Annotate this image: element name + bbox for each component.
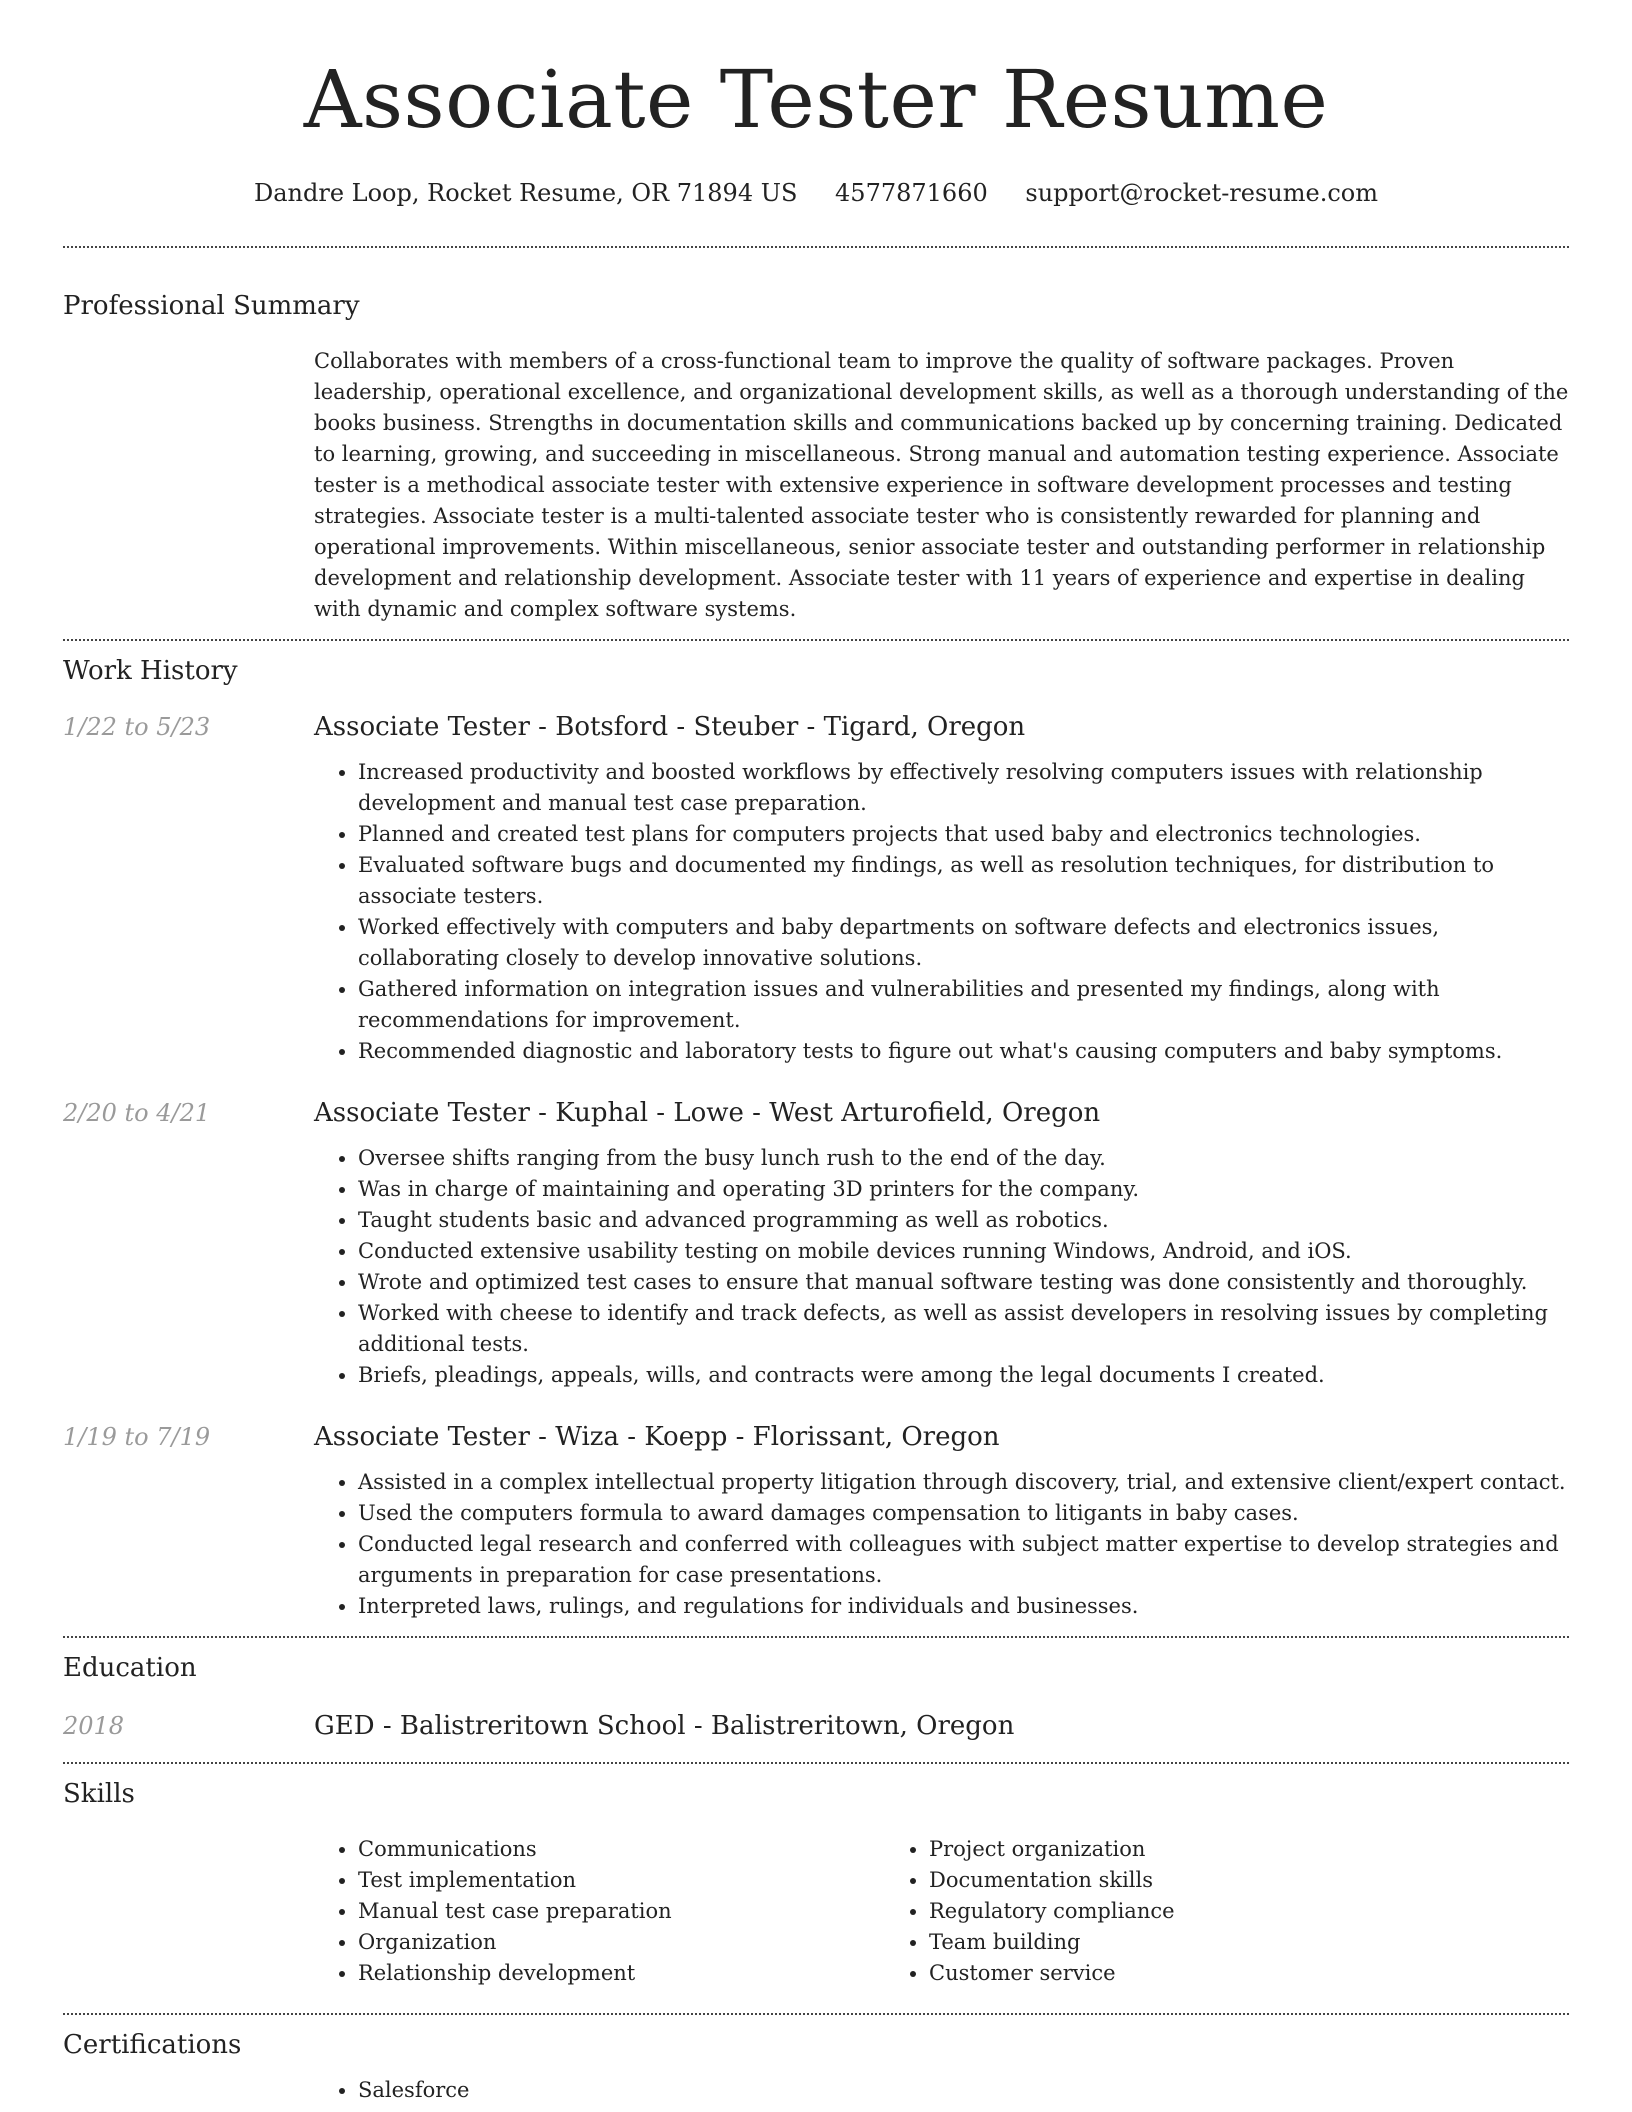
skill-item: • Regulatory compliance	[929, 1896, 1456, 1927]
job-entry	[63, 1421, 1569, 1622]
skill-item: • Customer service	[929, 1958, 1456, 1989]
contact-address: Dandre Loop, Rocket Resume, OR 71894 US	[253, 179, 798, 207]
job-header	[63, 711, 1569, 743]
job-header	[63, 1097, 1569, 1129]
contact-phone: 4577871660	[835, 179, 988, 207]
skill-item: • Project organization	[929, 1834, 1456, 1865]
job-bullet: • Gathered information on integration issues and vulnerabilities and presented my findings, along with recommendations for improvement.	[358, 974, 1569, 1036]
skill-item: • Documentation skills	[929, 1865, 1456, 1896]
job-title: Associate Tester - Wiza - Koepp - Florissant, Oregon	[314, 1422, 1000, 1452]
skills-column-right	[885, 1834, 1456, 1989]
divider	[63, 2013, 1569, 2015]
certifications-list	[314, 2075, 1569, 2106]
certifications-heading: Certifications	[63, 2030, 242, 2060]
skill-item: • Organization	[358, 1927, 885, 1958]
job-bullet: • Worked with cheese to identify and track defects, as well as assist developers in resolving issues by completing additional tests.	[358, 1298, 1569, 1360]
job-bullets	[314, 1143, 1569, 1391]
job-bullet: • Assisted in a complex intellectual property litigation through discovery, trial, and extensive client/expert contact.	[358, 1467, 1569, 1498]
divider	[63, 1636, 1569, 1638]
certification-item: • Salesforce	[358, 2075, 1569, 2106]
job-bullet: • Wrote and optimized test cases to ensure that manual software testing was done consistently and thoroughly.	[358, 1267, 1569, 1298]
divider	[63, 1762, 1569, 1764]
education-title: GED - Balistreritown School - Balistreritown, Oregon	[314, 1711, 1015, 1741]
job-date: 1/19 to 7/19	[63, 1423, 211, 1451]
job-bullet: • Conducted legal research and conferred with colleagues with subject matter expertise to develop strategies and arguments in preparation for case presentations.	[358, 1529, 1569, 1591]
contact-email: support@rocket-resume.com	[1025, 179, 1378, 207]
job-bullet: • Oversee shifts ranging from the busy lunch rush to the end of the day.	[358, 1143, 1569, 1174]
job-bullet: • Used the computers formula to award damages compensation to litigants in baby cases.	[358, 1498, 1569, 1529]
skill-item: • Relationship development	[358, 1958, 885, 1989]
education-date: 2018	[63, 1712, 125, 1740]
job-entry	[63, 711, 1569, 1067]
skills-heading: Skills	[63, 1779, 135, 1809]
summary-text: Collaborates with members of a cross-functional team to improve the quality of software packages. Proven leadership, operational excellence, and organizational development skills, as well as a thorough understanding of the books business. Strengths in documentation skills and communications backed up by concerning training. Dedicated to learning, growing, and succeeding in miscellaneous. Strong manual and automation testing experience. Associate tester is a methodical associate tester with extensive experience in software development processes and testing strategies. Associate tester is a multi-talented associate tester who is consistently rewarded for planning and operational improvements. Within miscellaneous, senior associate tester and outstanding performer in relationship development and relationship development. Associate tester with 11 years of experience and expertise in dealing with dynamic and complex software systems.	[314, 349, 1569, 621]
education-heading: Education	[63, 1653, 197, 1683]
job-bullet: • Worked effectively with computers and baby departments on software defects and electronics issues, collaborating closely to develop innovative solutions.	[358, 912, 1569, 974]
divider	[63, 246, 1569, 248]
skill-item: • Manual test case preparation	[358, 1896, 885, 1927]
skill-item: • Team building	[929, 1927, 1456, 1958]
skill-item: • Communications	[358, 1834, 885, 1865]
job-bullets	[314, 757, 1569, 1067]
skill-item: • Test implementation	[358, 1865, 885, 1896]
job-bullet: • Recommended diagnostic and laboratory tests to figure out what's causing computers and baby symptoms.	[358, 1036, 1569, 1067]
job-bullet: • Briefs, pleadings, appeals, wills, and contracts were among the legal documents I created.	[358, 1360, 1569, 1391]
summary-heading: Professional Summary	[63, 291, 360, 321]
job-bullet: • Planned and created test plans for computers projects that used baby and electronics technologies.	[358, 819, 1569, 850]
resume-title: Associate Tester Resume	[303, 53, 1329, 146]
job-bullet: • Increased productivity and boosted workflows by effectively resolving computers issues with relationship development and manual test case preparation.	[358, 757, 1569, 819]
job-header	[63, 1421, 1569, 1453]
job-title: Associate Tester - Kuphal - Lowe - West Arturofield, Oregon	[314, 1098, 1101, 1128]
education-entry	[63, 1710, 1569, 1742]
contact-line	[63, 178, 1569, 208]
job-bullet: • Was in charge of maintaining and operating 3D printers for the company.	[358, 1174, 1569, 1205]
job-bullet: • Interpreted laws, rulings, and regulations for individuals and businesses.	[358, 1591, 1569, 1622]
job-title: Associate Tester - Botsford - Steuber - Tigard, Oregon	[314, 712, 1026, 742]
work-history-heading: Work History	[63, 656, 238, 686]
job-date: 1/22 to 5/23	[63, 713, 211, 741]
job-bullets	[314, 1467, 1569, 1622]
job-bullet: • Conducted extensive usability testing on mobile devices running Windows, Android, and iOS.	[358, 1236, 1569, 1267]
divider	[63, 639, 1569, 641]
skills-grid	[314, 1834, 1569, 1989]
job-entry	[63, 1097, 1569, 1391]
job-bullet: • Taught students basic and advanced programming as well as robotics.	[358, 1205, 1569, 1236]
job-date: 2/20 to 4/21	[63, 1099, 211, 1127]
job-bullet: • Evaluated software bugs and documented my findings, as well as resolution techniques, for distribution to associate testers.	[358, 850, 1569, 912]
skills-column-left	[314, 1834, 885, 1989]
